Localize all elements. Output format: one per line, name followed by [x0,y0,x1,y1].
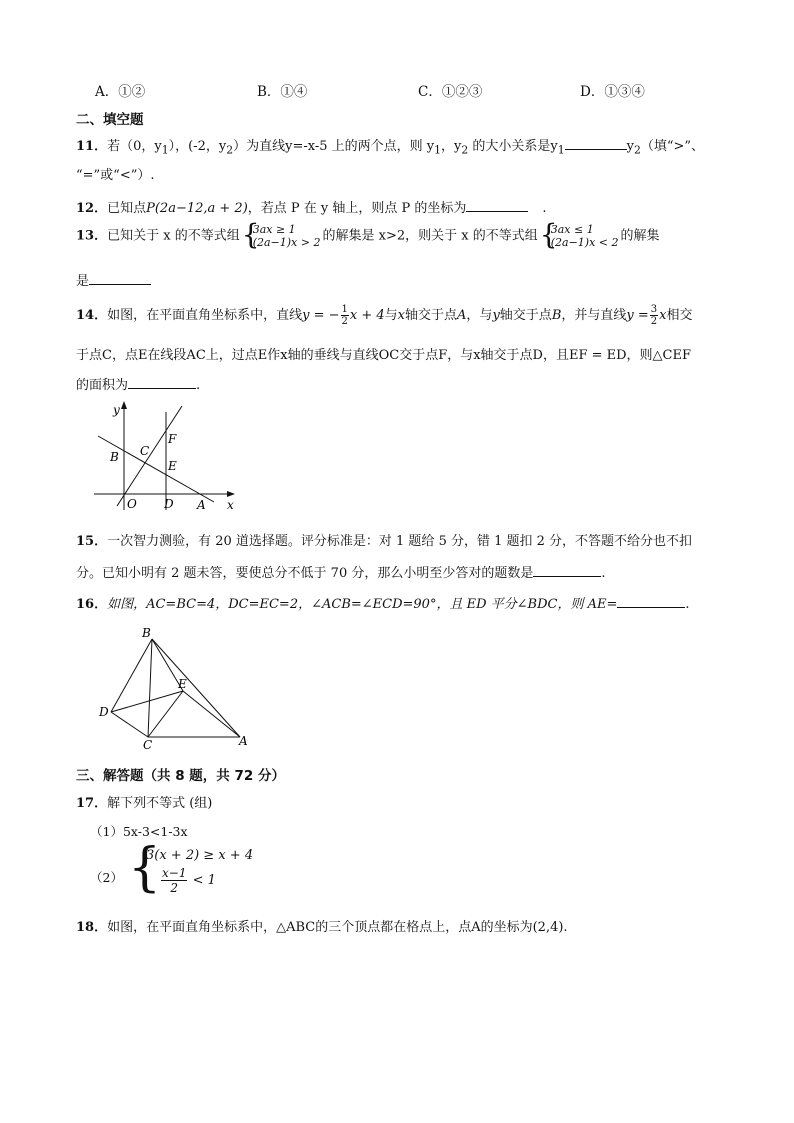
question-16: 16．如图，AC=BC=4，DC=EC=2，∠ACB=∠ECD=90°，且 ED 平分∠BDC，则 AE= . [76,597,690,612]
question-18: 18．如图，在平面直角坐标系中，△ABC的三个顶点都在格点上，点A的坐标为(2,4). [76,920,568,935]
option-a: A．①② [95,84,146,100]
label-a: A [197,498,206,512]
label-e: E [168,459,177,473]
fraction-three-halves: $\frac{3}{2}$ [650,304,658,327]
segment-bc [148,639,152,737]
question-13: 13．已知关于 x 的不等式组 { 3ax ≥ 1 (2a−1)x > 2 的解集是 x>2，则关于 x 的不等式组 { 3ax ≤ 1 (2a−1)x < 2 的解集 [76,223,660,249]
segment-dc [111,712,148,737]
question-17-part2-label: （2） [90,870,123,885]
answer-blank-14[interactable] [128,376,196,389]
question-14: 14．如图，在平面直角坐标系中，直线y = − $\frac{1}{2}$ x + 4与x轴交于点A，与y轴交于点B，并与直线y = $\frac{3}{2}$ x相交 [76,304,693,327]
label-c: C [143,738,153,752]
line-oc [117,406,182,506]
label-y: y [113,403,120,417]
figure-14-coordinate-graph [90,398,240,513]
answer-blank-12[interactable] [466,199,528,212]
answer-blank-15[interactable] [533,564,601,577]
question-17-part1: （1）5x-3<1-3x [90,824,188,839]
label-c: C [140,444,150,458]
segment-ba [152,639,240,737]
label-b: B [110,450,119,464]
question-17-part2-line2: $\frac{x-1}{2}$ < 1 [162,866,216,895]
label-b: B [142,626,151,640]
label-d: D [99,705,109,719]
question-14-line3: 的面积为 . [76,378,201,393]
label-o: O [127,497,137,511]
segment-de [111,691,183,712]
inequality-system-1: { 3ax ≥ 1 (2a−1)x > 2 [242,223,321,249]
question-12: 12．已知点P(2a−12,a + 2)，若点 P 在 y 轴上，则点 P 的坐标为 . [76,201,547,216]
option-b: B．①④ [257,84,308,100]
segment-ea [183,691,240,737]
label-a: A [239,734,248,748]
question-11-line2: “=”或“<”）. [76,168,155,183]
label-e: E [178,677,187,691]
section-title-fill-in: 二、填空题 [76,112,144,128]
option-c: C．①②③ [418,84,483,100]
label-x: x [227,498,234,512]
segment-bd [111,639,152,712]
question-15: 15．一次智力测验，有 20 道选择题。评分标准是：对 1 题给 5 分，错 1 题扣 2 分，不答题不给分也不扣 [76,534,693,549]
inequality-system-2: { 3ax ≤ 1 (2a−1)x < 2 [540,223,619,249]
option-d: D．①③④ [580,84,645,100]
section-title-solutions: 三、解答题（共 8 题，共 72 分） [76,768,285,784]
y-axis-arrow-icon [121,401,127,409]
question-17: 17．解下列不等式 (组) [76,796,213,811]
question-15-line2: 分。已知小明有 2 题未答，要使总分不低于 70 分，那么小明至少答对的题数是 . [76,566,606,581]
label-d: D [164,497,174,511]
question-14-line2: 于点C，点E在线段AC上，过点E作x轴的垂线与直线OC交于点F，与x轴交于点D，且EF = ED，则△CEF [76,348,692,363]
question-17-part2-brace-icon: { [128,838,162,898]
answer-blank-13[interactable] [89,272,151,285]
question-13-line2: 是 [76,270,151,289]
question-17-part2-line1: 3(x + 2) ≥ x + 4 [146,848,254,863]
fraction-one-half: $\frac{1}{2}$ [341,304,348,327]
segment-ec [148,691,183,737]
answer-blank-16[interactable] [617,595,685,608]
answer-blank-11[interactable] [565,137,627,150]
question-11: 11．若（0，$y_1$），(-2，$y_2$）为直线y=-x-5 上的两个点，则 $y_1$，$y_2$ 的大小关系是$y_1$ $y_2$（填“>”、 [76,139,705,157]
label-f: F [168,432,177,446]
figure-16-triangles [95,625,255,753]
x-axis-arrow-icon [227,491,235,497]
